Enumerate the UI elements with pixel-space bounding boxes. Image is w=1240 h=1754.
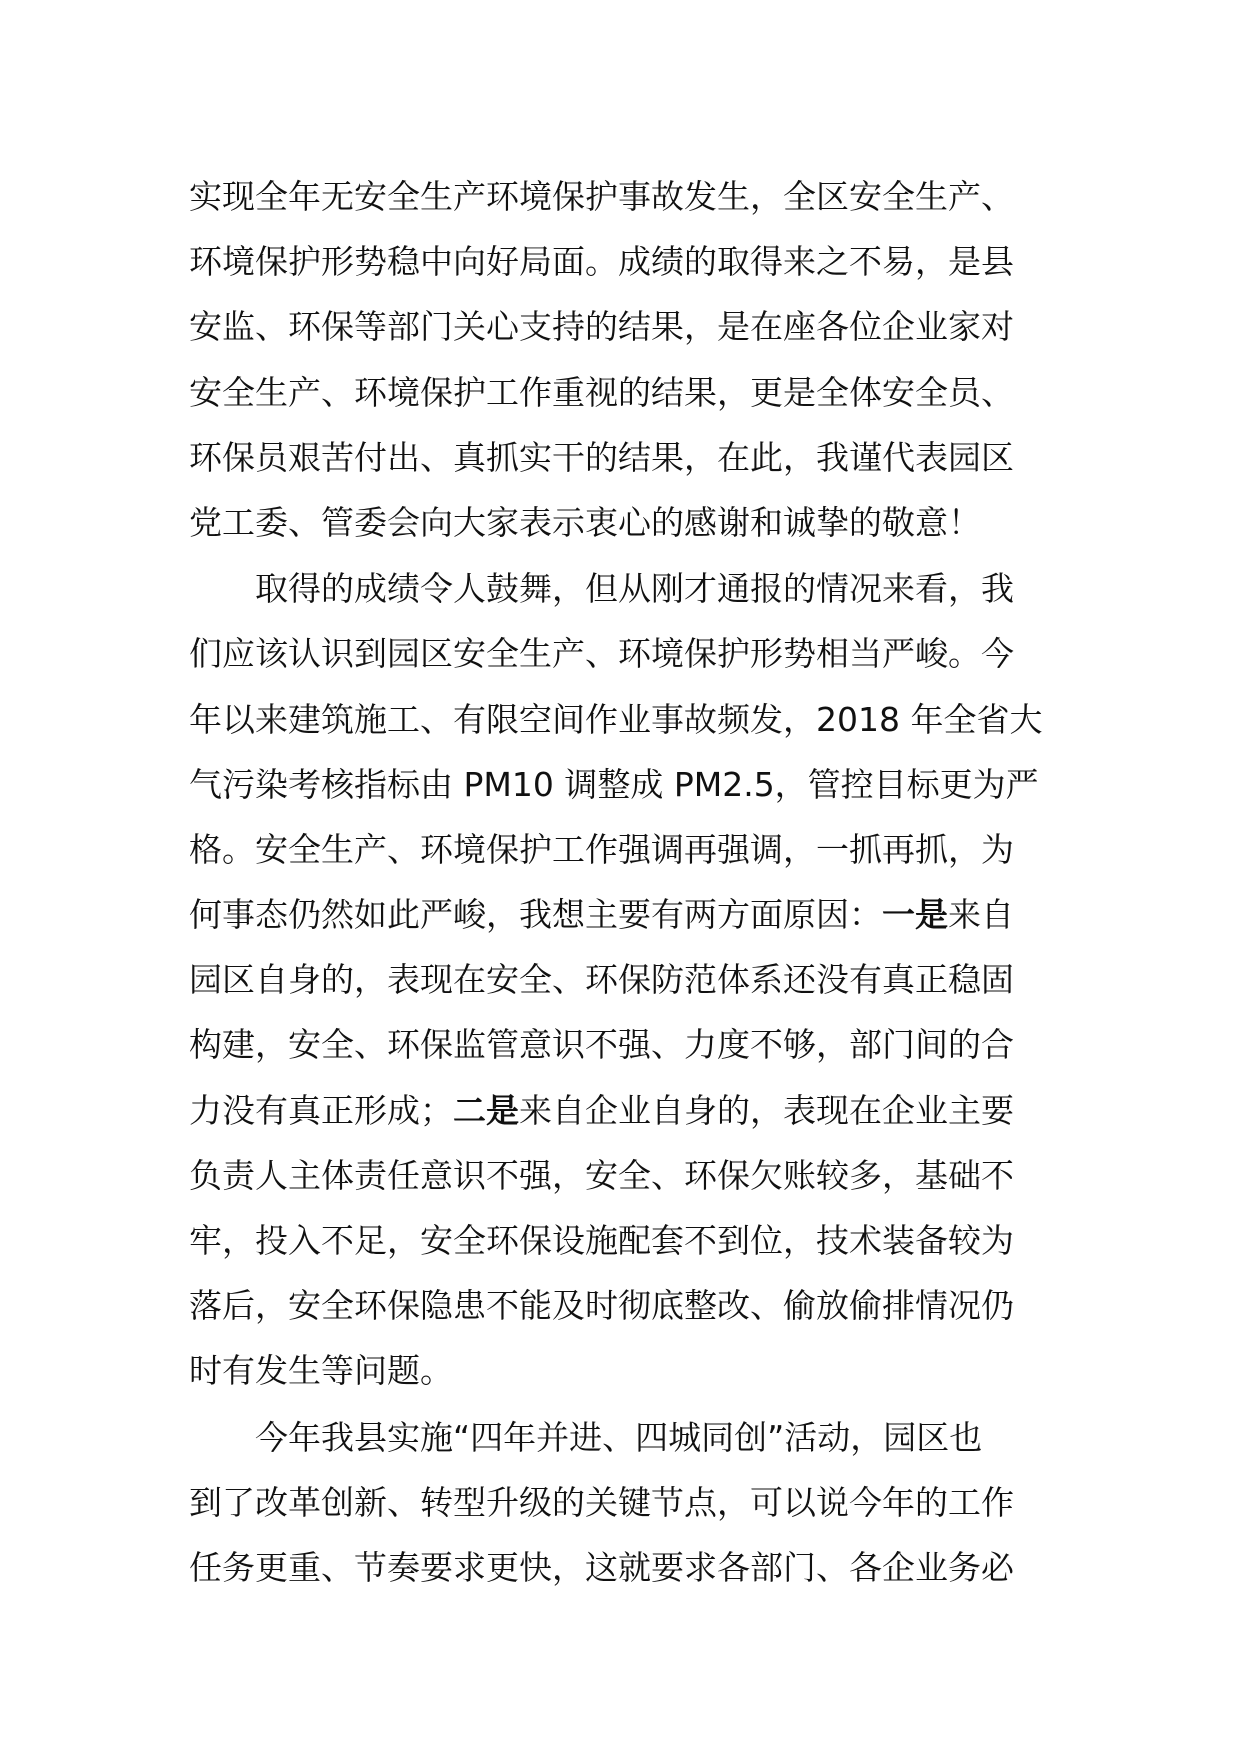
text-line [189,1470,1064,1535]
text-segment: 们应该认识到园区安全生产、环境保护形势相当严峻。今 [189,634,1014,674]
text-line [189,1143,1064,1208]
text-line [189,164,1064,229]
text-line [189,556,1064,621]
text-segment: 取得的成绩令人鼓舞，但从刚才通报的情况来看，我 [255,569,1014,609]
text-line [189,947,1064,1012]
text-segment: 何事态仍然如此严峻，我想主要有两方面原因： [189,895,882,935]
text-segment: 园区自身的，表现在安全、环保防范体系还没有真正稳固 [189,960,1014,1000]
text-segment: 力没有真正形成； [189,1090,453,1130]
text-line [189,1208,1064,1273]
text-line [189,621,1064,686]
text-line [189,360,1064,425]
text-line [189,1405,1064,1470]
text-segment: 安监、环保等部门关心支持的结果，是在座各位企业家对 [189,307,1014,347]
text-line [189,882,1064,947]
text-segment: 格。安全生产、环境保护工作强调再强调，一抓再抓，为 [189,829,1014,869]
text-line [189,425,1064,490]
text-segment: 任务更重、节奏要求更快，这就要求各部门、各企业务必 [189,1547,1014,1587]
text-line [189,490,1064,555]
text-segment: 落后，安全环保隐患不能及时彻底整改、偷放偷排情况仍 [189,1286,1014,1326]
text-segment: 来自企业自身的，表现在企业主要 [519,1090,1014,1130]
text-segment: 安全生产、环境保护工作重视的结果，更是全体安全员、 [189,372,1014,412]
text-segment: 环保员艰苦付出、真抓实干的结果，在此，我谨代表园区 [189,437,1014,477]
text-segment: 年以来建筑施工、有限空间作业事故频发，2018 年全省大 [189,699,1043,739]
text-segment: 党工委、管委会向大家表示衷心的感谢和诚挚的敬意！ [189,502,981,542]
text-segment: 到了改革创新、转型升级的关键节点，可以说今年的工作 [189,1482,1014,1522]
text-line [189,1078,1064,1143]
text-line [189,1012,1064,1077]
text-line [189,1273,1064,1338]
text-line [189,817,1064,882]
body-text [189,164,1064,1600]
text-line [189,687,1064,752]
text-segment: 牢，投入不足，安全环保设施配套不到位，技术装备较为 [189,1221,1014,1260]
text-segment: 构建，安全、环保监管意识不强、力度不够，部门间的合 [189,1025,1014,1065]
bold-text: 二是 [453,1090,519,1130]
text-segment: 气污染考核指标由 PM10 调整成 PM2.5，管控目标更为严 [189,764,1039,804]
text-segment: 负责人主体责任意识不强，安全、环保欠账较多，基础不 [189,1155,1014,1195]
text-line [189,1338,1064,1403]
text-segment: 环境保护形势稳中向好局面。成绩的取得来之不易，是县 [189,242,1014,282]
text-segment: 今年我县实施“四年并进、四城同创”活动，园区也 [255,1417,983,1457]
text-line [189,752,1064,817]
text-segment: 来自 [948,895,1014,935]
text-segment: 实现全年无安全生产环境保护事故发生，全区安全生产、 [189,177,1014,216]
text-line [189,1535,1064,1600]
text-line [189,294,1064,359]
text-segment: 时有发生等问题。 [189,1351,453,1391]
text-line [189,229,1064,294]
bold-text: 一是 [882,895,948,935]
